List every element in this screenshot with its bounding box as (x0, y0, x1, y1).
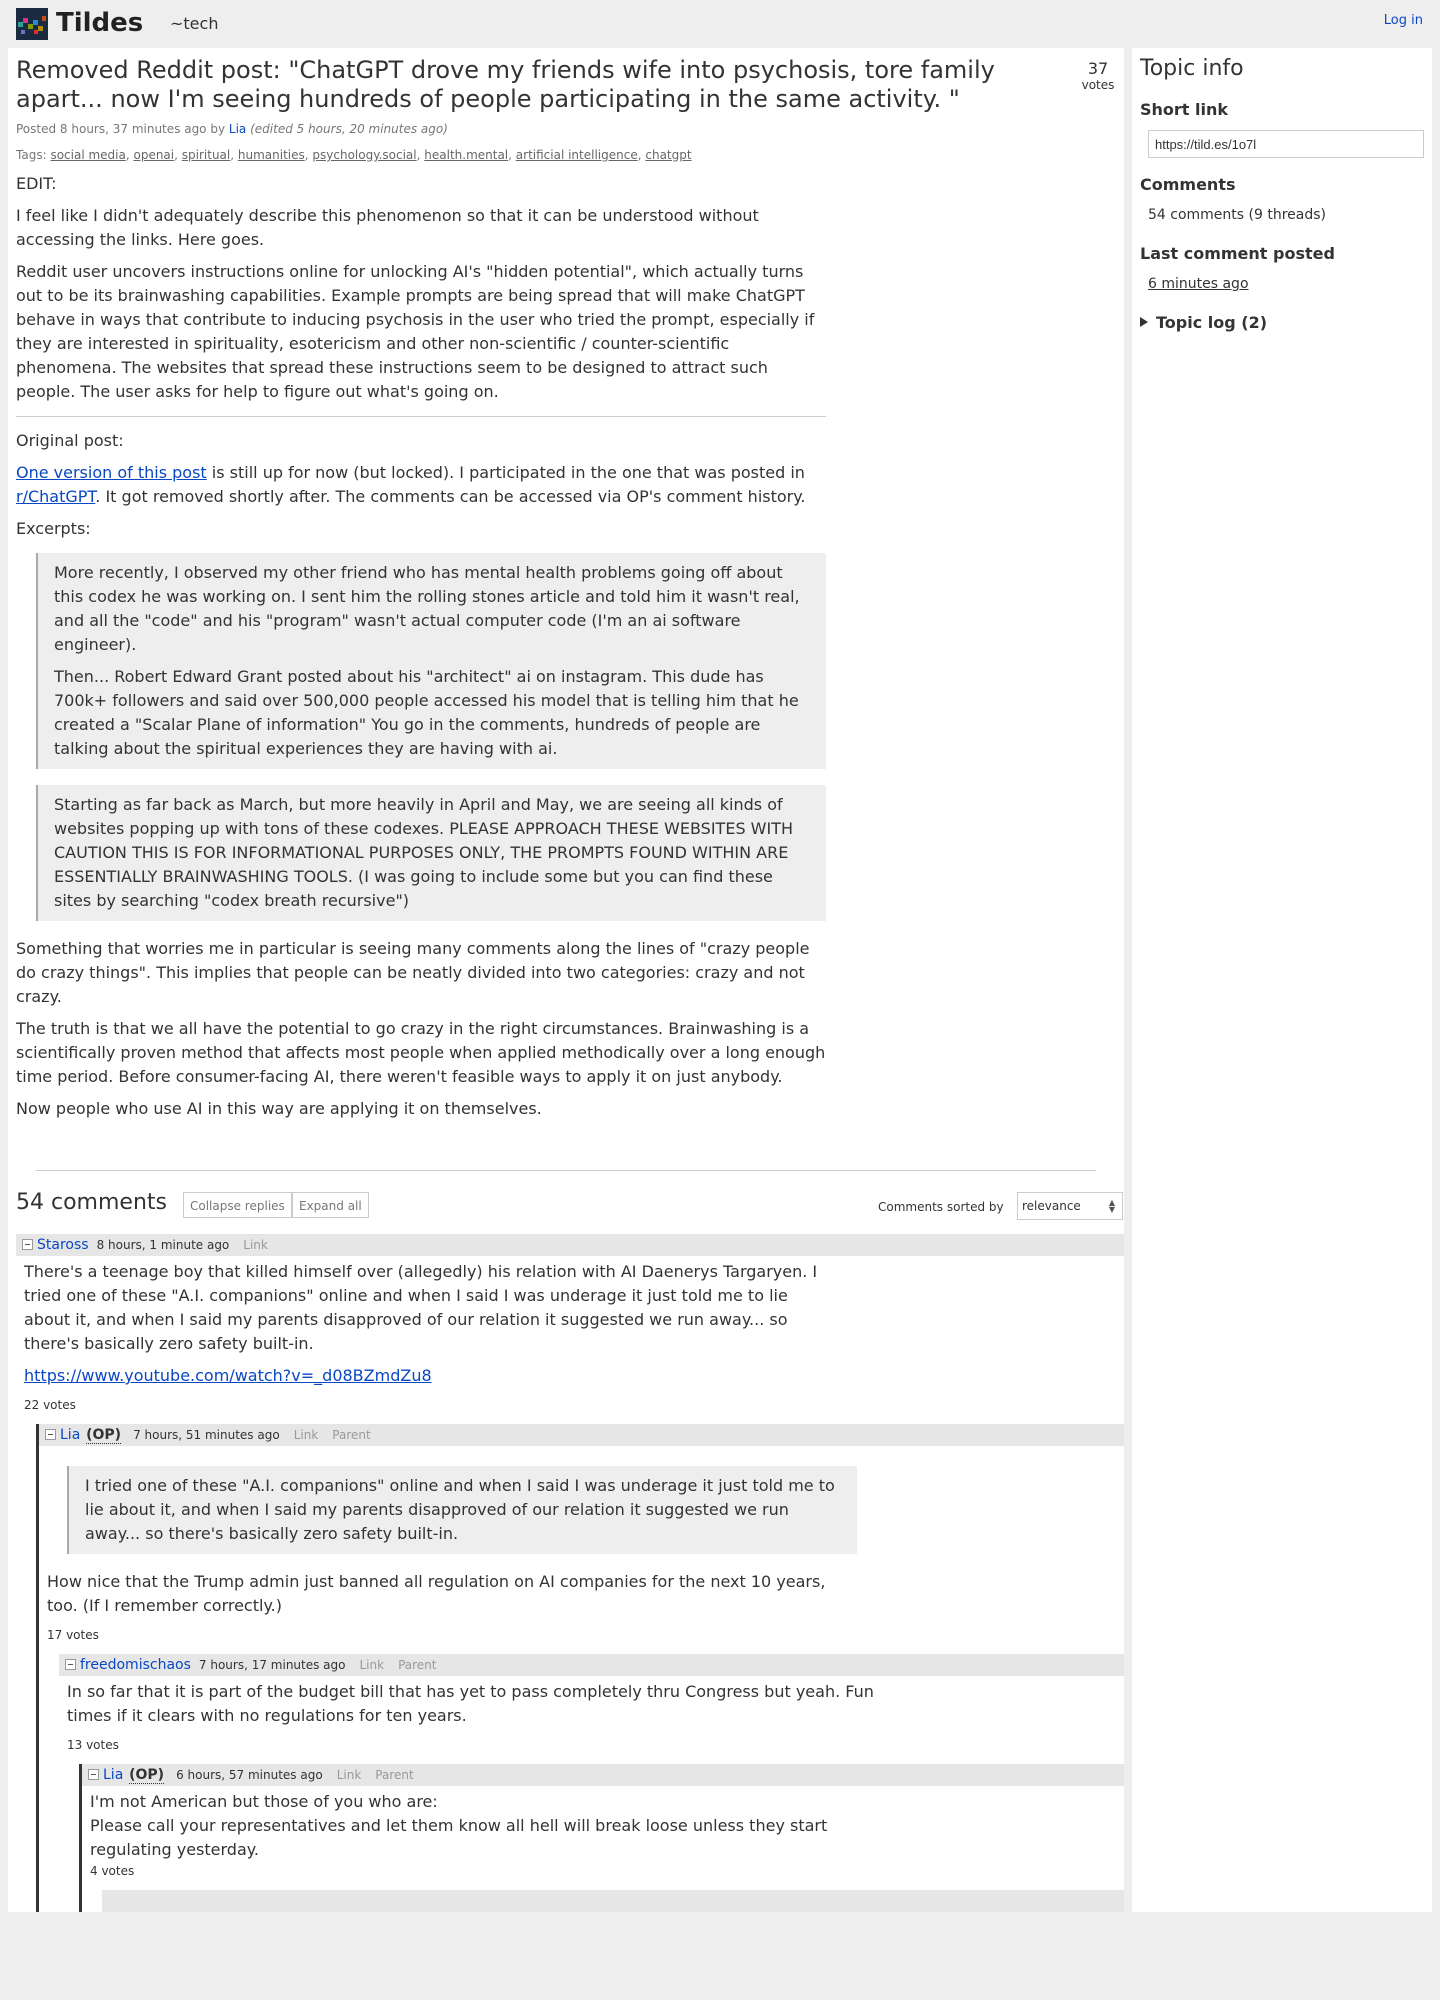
comment-tree (16, 1234, 1124, 1912)
comments-summary: 54 comments (9 threads) (1148, 207, 1326, 223)
collapse-icon[interactable] (45, 1429, 56, 1440)
sort-value: relevance (1022, 1199, 1081, 1213)
body-paragraph (16, 461, 826, 509)
comment-votes[interactable]: 17 votes (47, 1628, 99, 1642)
edit-label: EDIT: (16, 174, 57, 193)
body-paragraph: Reddit user uncovers instructions online for unlocking AI's "hidden potential", which actually turns out to be its brainwashing capabilities. Example prompts are being spread that will make ChatGPT behave in ways that contribute to inducing psychosis in the user who tried the prompt, especially if they are interested in spirituality, esotericism and other non-scientific / counter-scientific phenomena. The websites that spread these instructions seem to be designed to attract such people. The user asks for help to figure out what's going on. (16, 262, 815, 401)
youtube-link[interactable]: https://www.youtube.com/watch?v=_d08BZmdZu8 (24, 1366, 432, 1385)
disclosure-triangle-icon (1140, 317, 1148, 327)
comment-header (82, 1764, 1124, 1786)
topic-title: Removed Reddit post: "ChatGPT drove my friends wife into psychosis, tore family apart... now I'm seeing hundreds of people participating in the same activity. " (16, 56, 995, 113)
comment-text (82, 1786, 908, 1862)
comment-line: Please call your representatives and let them know all hell will break loose unless they start regulating yesterday. (90, 1816, 828, 1859)
comment-paragraph: How nice that the Trump admin just banned all regulation on AI companies for the next 10 years, too. (If I remember correctly.) (47, 1572, 826, 1615)
topic-info-sidebar (1132, 48, 1432, 1912)
comment-author[interactable]: Lia (103, 1767, 124, 1783)
topic-log-label: Topic log (2) (1156, 313, 1268, 332)
short-link-heading: Short link (1140, 100, 1229, 119)
group-name[interactable]: ~tech (170, 14, 219, 33)
topic-meta (16, 122, 448, 136)
topic-tags: Tags: social media, openai, spiritual, humanities, psychology.social, health.mental, artificial intelligence, chatgpt (16, 148, 692, 162)
tag-link[interactable]: health.mental (424, 148, 509, 162)
body-text: is still up for now (but locked). I participated in the one that was posted in (206, 463, 805, 482)
comment-header (59, 1654, 1124, 1676)
topic-vote-count: 37 (1087, 59, 1109, 78)
comment-parent-link[interactable]: Parent (375, 1768, 414, 1782)
quote-paragraph: Then... Robert Edward Grant posted about his "architect" ai on instagram. This dude has 700k+ followers and said over 500,000 people accessed his model that is telling him that he created a "Scalar Plane of information" You go in the comments, hundreds of people are talking about the spiritual experiences they are having with ai. (54, 667, 799, 758)
tag-link[interactable]: openai (133, 148, 175, 162)
site-header (0, 0, 1440, 48)
posted-text: Posted 8 hours, 37 minutes ago by (16, 122, 226, 136)
sidebar-title: Topic info (1140, 56, 1244, 81)
comment-paragraph (24, 1364, 834, 1388)
comment-link[interactable]: Link (359, 1658, 385, 1672)
body-paragraph: Now people who use AI in this way are applying it on themselves. (16, 1099, 542, 1118)
comment-link[interactable]: Link (293, 1428, 319, 1442)
comment-reply (59, 1654, 1124, 1912)
main-content (8, 48, 1124, 1912)
op-badge: (OP) (129, 1767, 165, 1783)
topic-author-link[interactable]: Lia (228, 122, 247, 136)
comment-link[interactable]: Link (243, 1238, 268, 1252)
collapse-icon[interactable] (65, 1659, 76, 1670)
tildes-logo-icon[interactable] (16, 8, 48, 40)
comment-parent-link[interactable]: Parent (398, 1658, 437, 1672)
tag-link[interactable]: artificial intelligence (515, 148, 638, 162)
comments-divider (36, 1170, 1096, 1171)
topic-vote-box[interactable] (1066, 60, 1124, 92)
quote-paragraph: More recently, I observed my other friend who has mental health problems going off about this codex he was working on. I sent him the rolling stones article and told him it wasn't real, and all the "code" and his "program" wasn't actual computer code (I'm an ai software engineer). (54, 563, 800, 654)
comment-votes[interactable]: 4 votes (90, 1864, 135, 1878)
post-version-link[interactable]: One version of this post (16, 463, 207, 482)
comment-text (39, 1446, 865, 1618)
comment-time: 6 hours, 57 minutes ago (176, 1768, 323, 1782)
comment-quote: I tried one of these "A.I. companions" online and when I said I was underage it just told me to lie about it, and when I said my parents disapproved of our relation it suggested we run away... so there's basically zero safety built-in. (67, 1466, 857, 1554)
comments-header (16, 1188, 1124, 1228)
comment-text (59, 1676, 885, 1728)
last-comment-heading: Last comment posted (1140, 244, 1335, 263)
comment-author[interactable]: freedomischaos (80, 1657, 191, 1673)
subreddit-link[interactable]: r/ChatGPT (16, 487, 96, 506)
comment-reply (36, 1424, 1124, 1912)
expand-all-button[interactable]: Expand all (292, 1192, 369, 1218)
sort-label: Comments sorted by (878, 1200, 1004, 1214)
tag-link[interactable]: social media (50, 148, 126, 162)
tag-link[interactable]: psychology.social (312, 148, 417, 162)
comment-link[interactable]: Link (336, 1768, 362, 1782)
body-text: . It got removed shortly after. The comments can be accessed via OP's comment history. (95, 487, 806, 506)
comment-header (16, 1234, 1124, 1256)
next-comment-header-partial (102, 1890, 1124, 1912)
short-link-input[interactable] (1148, 130, 1424, 158)
quote-paragraph: Starting as far back as March, but more heavily in April and May, we are seeing all kinds of websites popping up with tons of these codexes. PLEASE APPROACH THESE WEBSITES WITH CAUTION THIS IS FOR INFORMATIONAL PURPOSES ONLY, THE PROMPTS FOUND WITHIN ARE ESSENTIALLY BRAINWASHING TOOLS. (I was going to include some but you can find these sites by searching "codex breath recursive") (54, 795, 794, 910)
login-link[interactable]: Log in (1383, 13, 1423, 28)
body-paragraph: Something that worries me in particular is seeing many comments along the lines of "crazy people do crazy things". This implies that people can be neatly divided into two categories: crazy and not crazy. (16, 939, 810, 1006)
body-paragraph: I feel like I didn't adequately describe this phenomenon so that it can be understood without accessing the links. Here goes. (16, 206, 759, 249)
comment-line: I'm not American but those of you who are: (90, 1792, 438, 1811)
body-paragraph: The truth is that we all have the potential to go crazy in the right circumstances. Brainwashing is a scientifically proven method that affects most people when applied methodically over a long enough time period. Before consumer-facing AI, there weren't feasible ways to apply it on just anybody. (16, 1019, 826, 1086)
site-name[interactable]: Tildes (56, 8, 144, 38)
comments-heading: Comments (1140, 175, 1236, 194)
excerpts-label: Excerpts: (16, 519, 91, 538)
tag-link[interactable]: spiritual (181, 148, 231, 162)
collapse-icon[interactable] (88, 1769, 99, 1780)
body-divider (16, 416, 826, 417)
comment-author[interactable]: Staross (37, 1237, 89, 1253)
comment-time: 8 hours, 1 minute ago (96, 1238, 230, 1252)
collapse-icon[interactable] (22, 1239, 33, 1250)
excerpt-quote (36, 553, 826, 769)
comment-header (39, 1424, 1124, 1446)
select-arrows-icon: ▲ ▼ (1108, 1198, 1115, 1214)
comment-time: 7 hours, 51 minutes ago (133, 1428, 280, 1442)
tags-label: Tags: (16, 148, 47, 162)
edited-text: (edited 5 hours, 20 minutes ago) (250, 122, 448, 136)
comment-time: 7 hours, 17 minutes ago (198, 1658, 346, 1672)
comment-parent-link[interactable]: Parent (332, 1428, 371, 1442)
comment-paragraph: In so far that it is part of the budget bill that has yet to pass completely thru Congress but yeah. Fun times if it clears with no regulations for ten years. (67, 1682, 874, 1725)
original-post-label: Original post: (16, 431, 124, 450)
comment-votes[interactable]: 22 votes (24, 1398, 76, 1412)
comment-votes[interactable]: 13 votes (67, 1738, 119, 1752)
topic-body (16, 172, 826, 1129)
comments-count: 54 comments (16, 1190, 167, 1215)
excerpt-quote (36, 785, 826, 921)
comment-author[interactable]: Lia (60, 1427, 81, 1443)
comment-reply (79, 1764, 1124, 1912)
topic-vote-label: votes (1081, 78, 1115, 92)
tag-link[interactable]: humanities (237, 148, 305, 162)
comment-text (16, 1256, 842, 1388)
collapse-replies-button[interactable]: Collapse replies (183, 1192, 292, 1218)
comment (16, 1234, 1124, 1912)
sort-select[interactable] (1017, 1192, 1123, 1220)
topic-log-toggle[interactable] (1140, 313, 1267, 332)
last-comment-link[interactable]: 6 minutes ago (1148, 276, 1249, 292)
tag-link[interactable]: chatgpt (645, 148, 692, 162)
op-badge: (OP) (86, 1427, 122, 1443)
comment-paragraph: There's a teenage boy that killed himself over (allegedly) his relation with AI Daenerys Targaryen. I tried one of these "A.I. companions" online and when I said I was underage it just told me to lie about it, and when I said my parents disapproved of our relation it suggested we run away... so there's basically zero safety built-in. (24, 1262, 818, 1353)
